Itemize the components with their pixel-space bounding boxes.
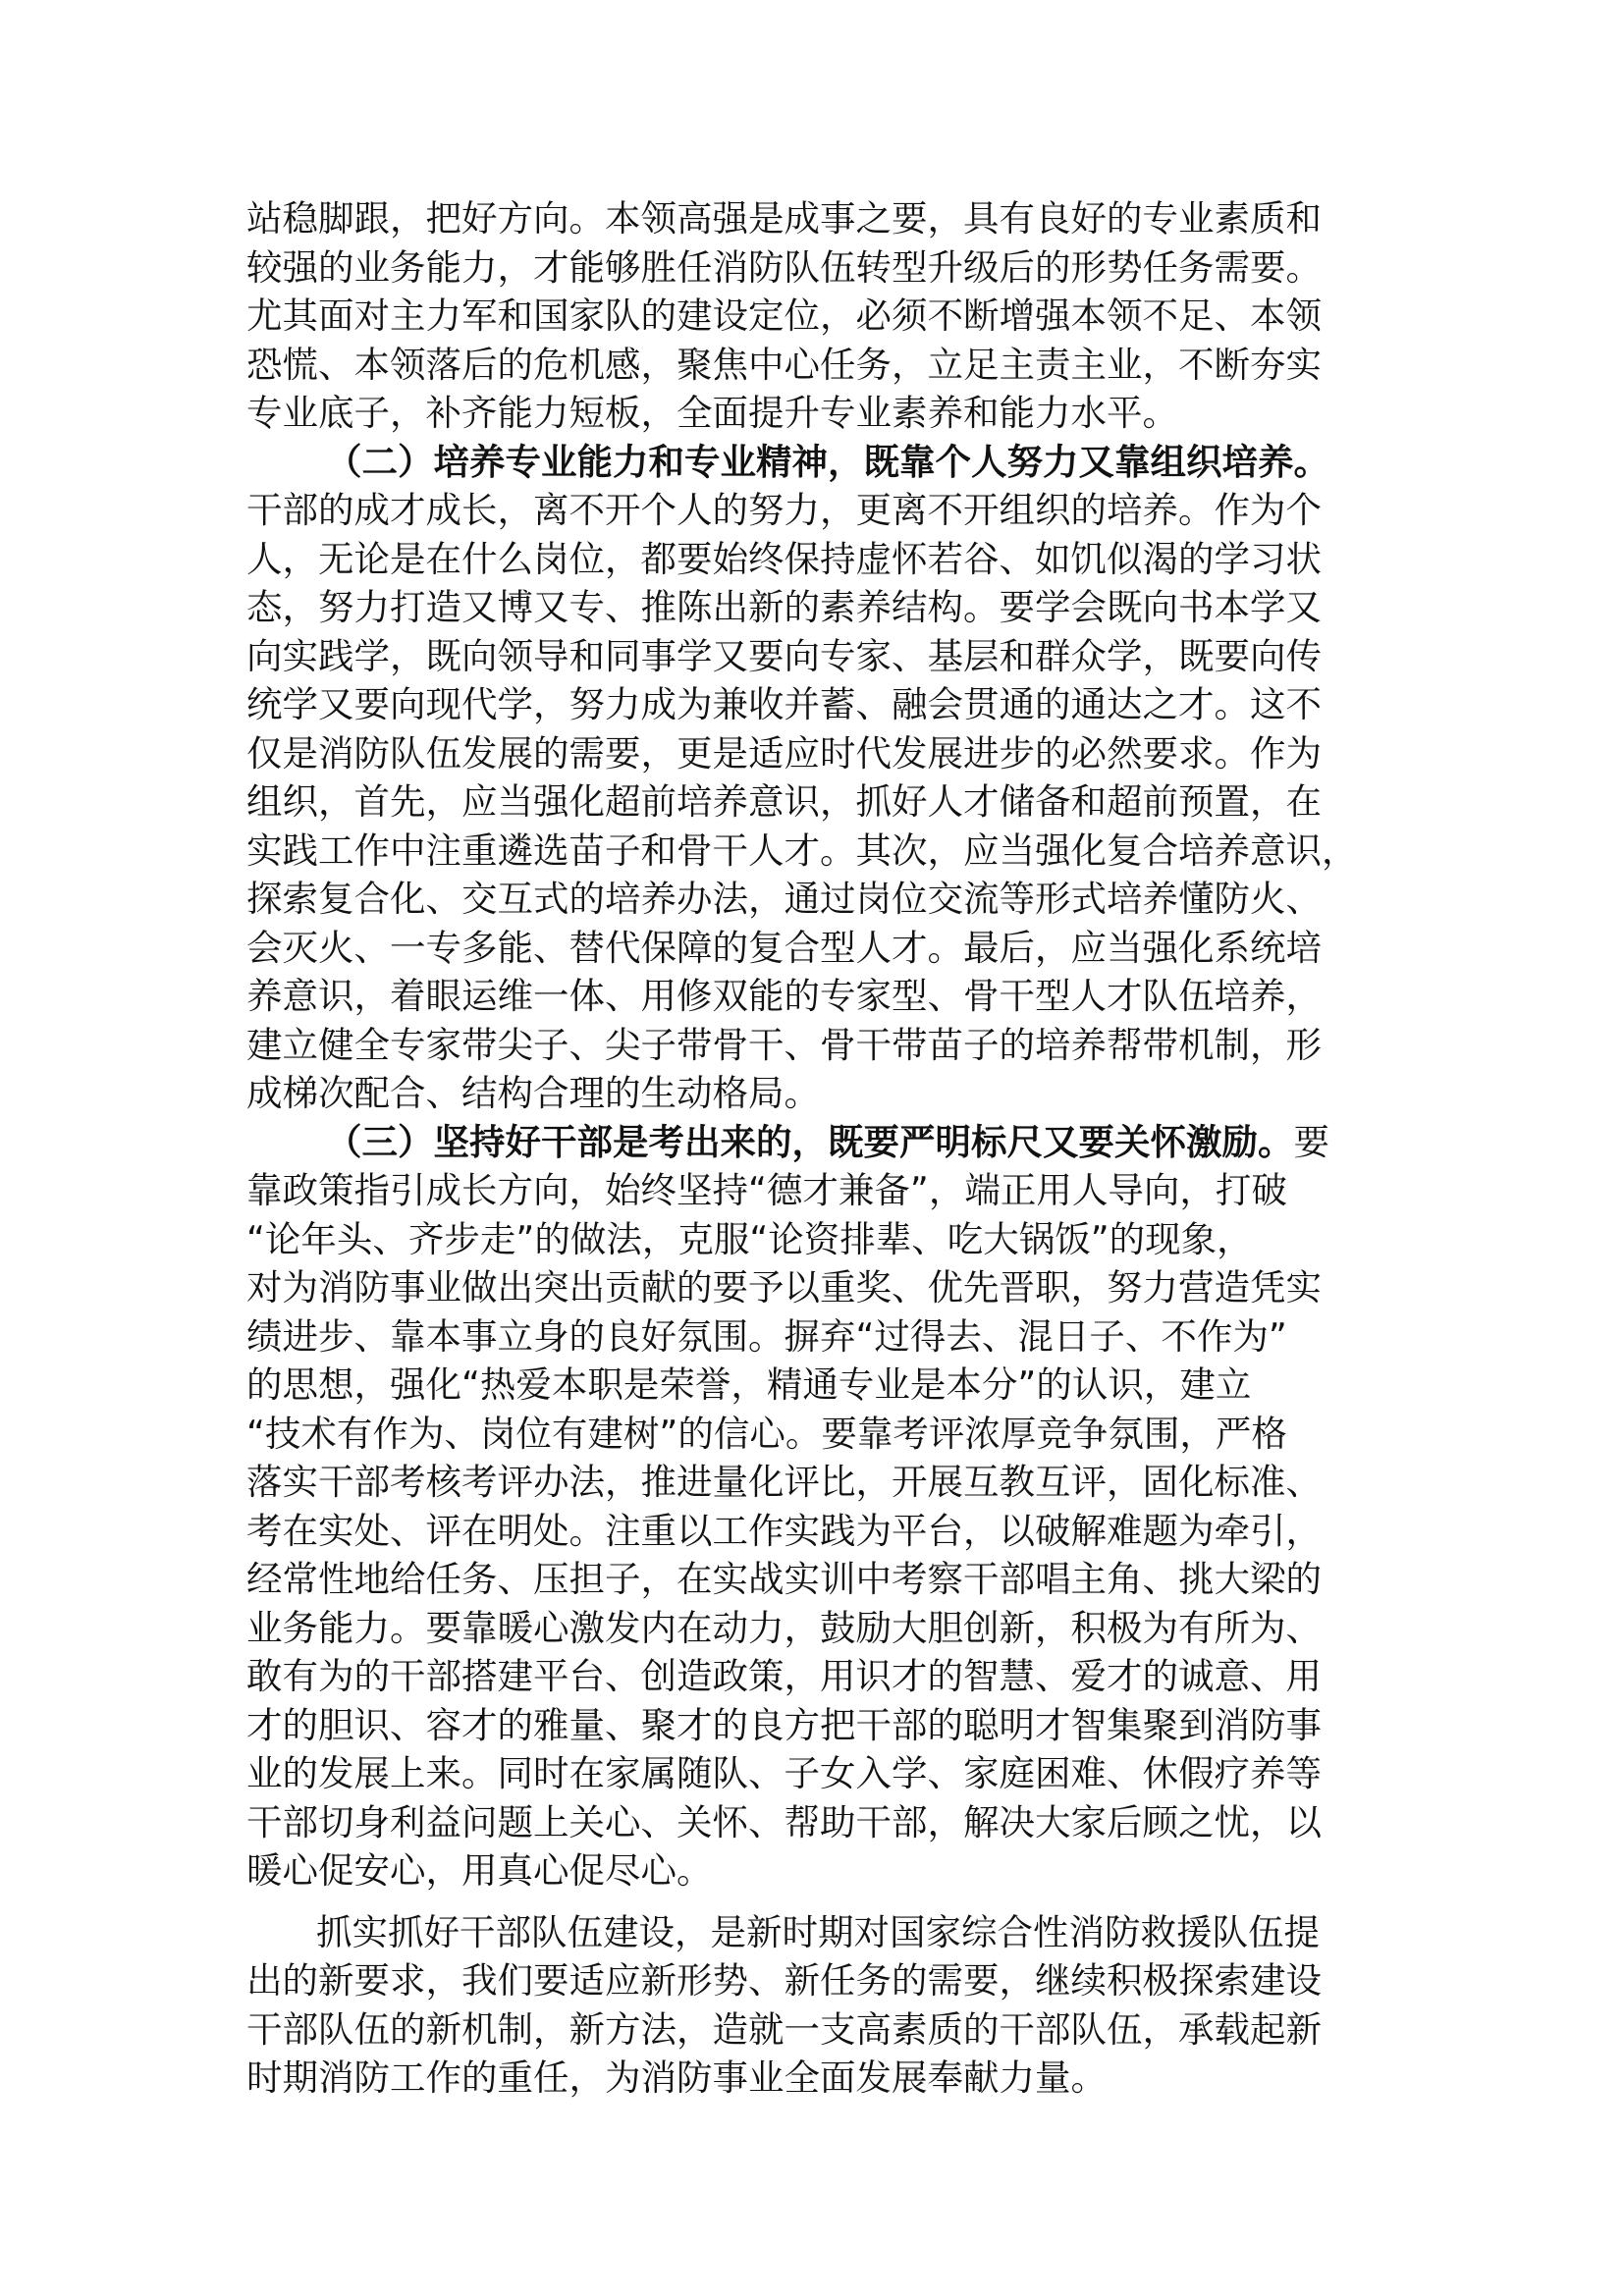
text-line: 成梯次配合、结构合理的生动格局。 <box>246 1072 820 1114</box>
text-line: 养意识，着眼运维一体、用修双能的专家型、骨干型人才队伍培养， <box>246 975 1322 1017</box>
text-line: 对为消防事业做出突出贡献的要予以重奖、优先晋职，努力营造凭实 <box>246 1266 1322 1308</box>
section-3-heading-tail: 要 <box>1293 1120 1329 1163</box>
text-line: 时期消防工作的重任，为消防事业全面发展奉献力量。 <box>246 2056 1107 2099</box>
text-line: 干部切身利益问题上关心、关怀、帮助干部，解决大家后顾之忧，以 <box>246 1800 1322 1843</box>
text-line: 会灭火、一专多能、替代保障的复合型人才。最后，应当强化系统培 <box>246 926 1322 969</box>
closing-paragraph <box>246 1908 1380 2103</box>
text-line: “论年头、齐步走”的做法，克服“论资排辈、吃大锅饭”的现象， <box>246 1217 1253 1260</box>
text-line: 较强的业务能力，才能够胜任消防队伍转型升级后的形势任务需要。 <box>246 245 1322 289</box>
text-line: 暖心促安心，用真心促尽心。 <box>246 1849 713 1892</box>
text-line: “技术有作为、岗位有建树”的信心。要靠考评浓厚竞争氛围，严格 <box>246 1412 1287 1455</box>
text-line: 考在实处、评在明处。注重以工作实践为平台，以破解难题为牵引， <box>246 1509 1322 1552</box>
section-3 <box>246 1118 1380 1896</box>
text-line: 的思想，强化“热爱本职是荣誉，精通专业是本分”的认识，建立 <box>246 1363 1252 1406</box>
text-line: 态，努力打造又博又专、推陈出新的素养结构。要学会既向书本学又 <box>246 586 1322 628</box>
text-line: 仅是消防队伍发展的需要，更是适应时代发展进步的必然要求。作为 <box>246 731 1322 774</box>
text-line: 向实践学，既向领导和同事学又要向专家、基层和群众学，既要向传 <box>246 634 1322 677</box>
paragraph-gap <box>246 1896 1380 1908</box>
text-line: 干部队伍的新机制，新方法，造就一支高素质的干部队伍，承载起新 <box>246 2007 1322 2051</box>
text-line: 恐慌、本领落后的危机感，聚焦中心任务，立足主责主业，不断夯实 <box>246 343 1322 386</box>
text-line: 组织，首先，应当强化超前培养意识，抓好人才储备和超前预置，在 <box>246 780 1322 823</box>
text-line: 靠政策指引成长方向，始终坚持“德才兼备”，端正用人导向，打破 <box>246 1169 1287 1211</box>
text-line: 实践工作中注重遴选苗子和骨干人才。其次，应当强化复合培养意识， <box>246 828 1358 872</box>
text-line: 出的新要求，我们要适应新形势、新任务的需要，继续积极探索建设 <box>246 1959 1322 2002</box>
text-line: 绩进步、靠本事立身的良好氛围。摒弃“过得去、混日子、不作为” <box>246 1314 1287 1358</box>
text-line: 专业底子，补齐能力短板，全面提升专业素养和能力水平。 <box>246 392 1178 434</box>
text-line: 才的胆识、容才的雅量、聚才的良方把干部的聪明才智集聚到消防事 <box>246 1703 1322 1746</box>
section-3-heading: （三）坚持好干部是考出来的，既要严明标尺又要关怀激励。 <box>326 1120 1294 1163</box>
section-2-heading: （二）培养专业能力和专业精神，既靠个人努力又靠组织培养。 <box>326 440 1329 483</box>
text-line: 统学又要向现代学，努力成为兼收并蓄、融会贯通的通达之才。这不 <box>246 683 1322 725</box>
text-line: 建立健全专家带尖子、尖子带骨干、骨干带苗子的培养帮带机制，形 <box>246 1023 1322 1066</box>
section-2 <box>246 438 1380 1118</box>
text-line: 经常性地给任务、压担子，在实战实训中考察干部唱主角、挑大梁的 <box>246 1558 1322 1600</box>
text-line: 探索复合化、交互式的培养办法，通过岗位交流等形式培养懂防火、 <box>246 878 1322 920</box>
text-line: 抓实抓好干部队伍建设，是新时期对国家综合性消防救援队伍提 <box>316 1910 1320 1953</box>
text-line: 人，无论是在什么岗位，都要始终保持虚怀若谷、如饥似渴的学习状 <box>246 537 1322 580</box>
text-line: 业的发展上来。同时在家属随队、子女入学、家庭困难、休假疗养等 <box>246 1752 1322 1794</box>
section-3-heading-line <box>246 1118 1380 1167</box>
text-line: 业务能力。要靠暖心激发内在动力，鼓励大胆创新，积极为有所为、 <box>246 1606 1322 1649</box>
text-line: 站稳脚跟，把好方向。本领高强是成事之要，具有良好的专业素质和 <box>246 197 1322 240</box>
text-line: 敢有为的干部搭建平台、创造政策，用识才的智慧、爱才的诚意、用 <box>246 1655 1322 1697</box>
paragraph-intro <box>246 194 1380 438</box>
text-line: 尤其面对主力军和国家队的建设定位，必须不断增强本领不足、本领 <box>246 294 1322 337</box>
text-line: 干部的成才成长，离不开个人的努力，更离不开组织的培养。作为个 <box>246 489 1322 531</box>
text-line: 落实干部考核考评办法，推进量化评比，开展互教互评，固化标准、 <box>246 1461 1322 1503</box>
document-page <box>246 194 1380 2103</box>
